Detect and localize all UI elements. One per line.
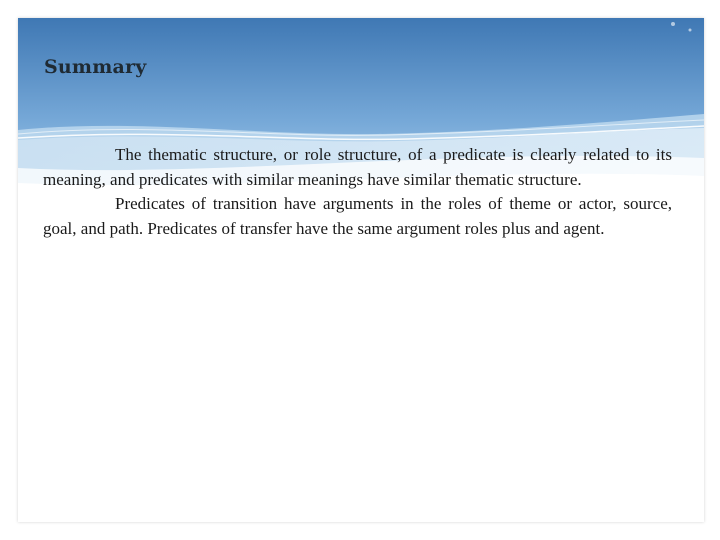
paragraph-thematic-structure: The thematic structure, or role structure, of a predicate is clearly related to its meaning, and predicates with similar meanings have similar thematic structure. — [43, 145, 672, 189]
paragraph-transition-predicates: Predicates of transition have arguments in the roles of theme or actor, source, goal, and path. Predicates of transfer have the same argument roles plus and agent. — [43, 194, 672, 238]
slide-title: Summary — [44, 56, 147, 78]
slide-body — [43, 143, 672, 241]
